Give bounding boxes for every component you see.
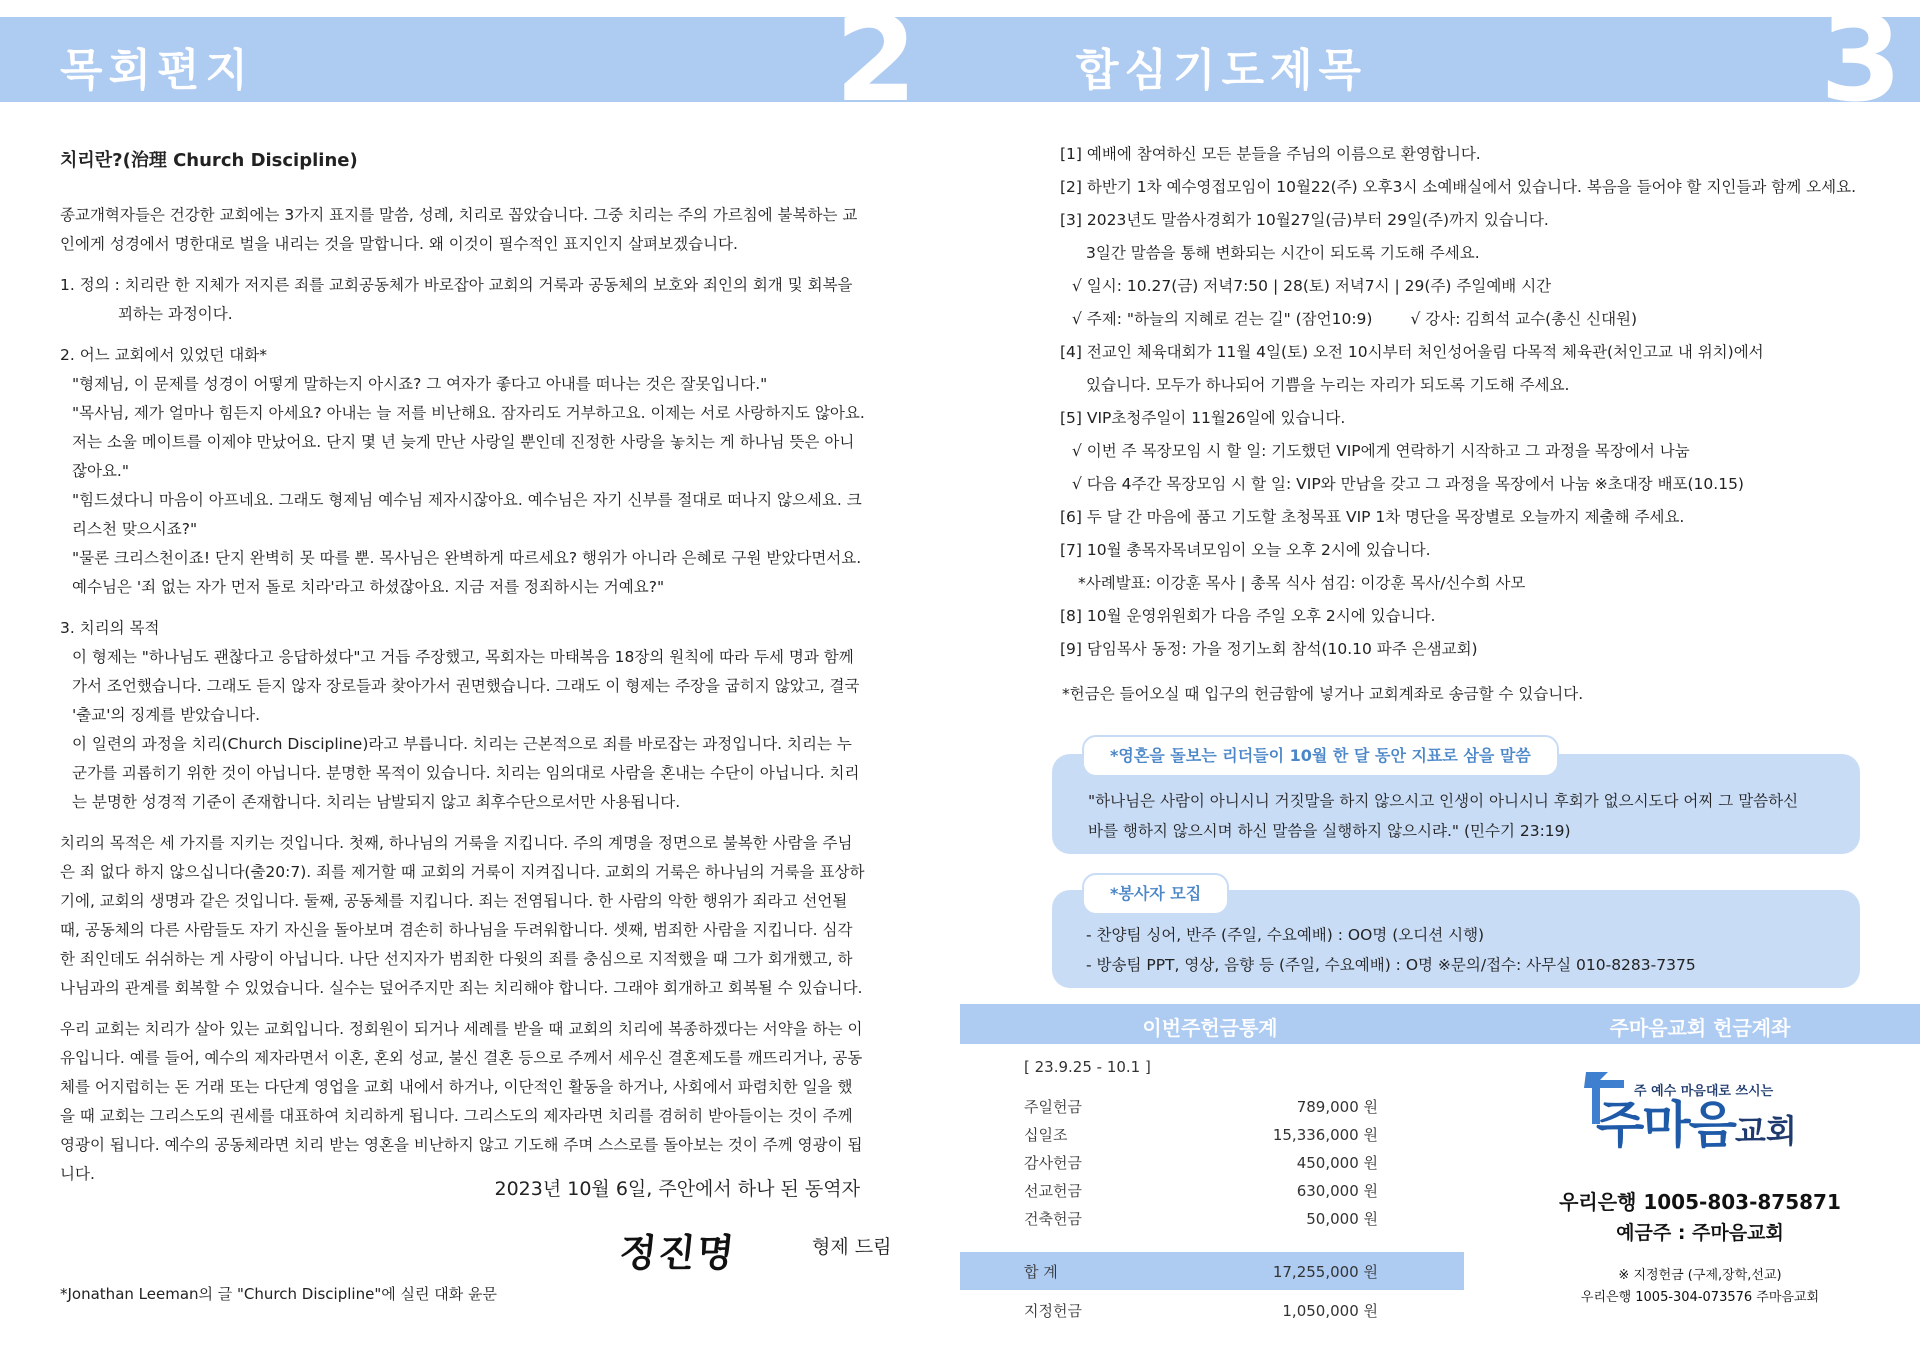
account-heading: 주마음교회 헌금계좌	[1609, 1016, 1791, 1040]
prayer-list	[1060, 138, 1880, 666]
letter-intro: 종교개혁자들은 건강한 교회에는 3가지 표지를 말씀, 성례, 치리로 꼽았습니다. 그중 치리는 주의 가르침에 불복하는 교인에게 성경에서 명한대로 벌을 내리는 것을 말합니다. 왜 이것이 필수적인 표지인지 살펴보겠습니다.	[60, 206, 858, 253]
dialogue-line: "형제님, 이 문제를 성경이 어떻게 말하는지 아시죠? 그 여자가 좋다고 아내를 떠나는 것은 잘못입니다."	[72, 375, 768, 393]
prayer-item-detail: *사례발표: 이강훈 목사 | 총목 식사 섬김: 이강훈 목사/신수희 사모	[1078, 574, 1526, 592]
stats-designated-label: 지정헌금	[1024, 1302, 1082, 1320]
prayer-item-detail: √ 일시: 10.27(금) 저녁7:50 | 28(토) 저녁7시 | 29(주) 주일예배 시간	[1072, 277, 1552, 295]
stats-amount: 15,336,000 원	[1272, 1126, 1378, 1144]
stats-total-row	[1024, 1261, 1378, 1282]
designated-account: 우리은행 1005-304-073576 주마음교회	[1580, 1290, 1820, 1305]
stats-label: 건축헌금	[1024, 1210, 1082, 1228]
purpose-section-title: 3. 치리의 목적	[60, 619, 160, 637]
prayer-item: [7] 10월 총목자목녀모임이 오늘 오후 2시에 있습니다.	[1060, 541, 1431, 559]
stats-designated-amount: 1,050,000 원	[1282, 1302, 1378, 1320]
prayer-item: [1] 예배에 참여하신 모든 분들을 주님의 이름으로 환영합니다.	[1060, 145, 1481, 163]
verse-line: "하나님은 사람이 아니시니 거짓말을 하지 않으시고 인생이 아니시니 후회가 없으시도다 어찌 그 말씀하신	[1088, 792, 1799, 810]
prayer-item: [3] 2023년도 말씀사경회가 10월27일(금)부터 29일(주)까지 있습니다.	[1060, 211, 1549, 229]
stats-label: 주일헌금	[1024, 1098, 1082, 1116]
logo-name: 주마음	[1596, 1096, 1735, 1154]
volunteer-line: - 찬양팀 싱어, 반주 (주일, 수요예배) : OO명 (오디션 시행)	[1086, 926, 1485, 944]
designated-note: ※ 지정헌금 (구제,장학,선교)	[1618, 1268, 1782, 1283]
stats-row	[1024, 1152, 1378, 1173]
stats-row	[1024, 1096, 1378, 1117]
speaker-detail: √ 강사: 김희석 교수(총신 신대원)	[1410, 310, 1638, 328]
stats-heading: 이번주헌금통계	[1142, 1016, 1278, 1040]
prayer-item: [2] 하반기 1차 예수영접모임이 10월22(주) 오후3시 소예배실에서 있습니다. 복음을 들어야 할 지인들과 함께 오세요.	[1060, 178, 1856, 196]
prayer-item: [5] VIP초청주일이 11월26일에 있습니다.	[1060, 409, 1346, 427]
stats-designated-row	[1024, 1300, 1378, 1321]
prayer-item-detail: √ 이번 주 목장모임 시 할 일: 기도했던 VIP에게 연락하기 시작하고 그 과정을 목장에서 나눔	[1072, 442, 1690, 460]
verse-text	[1088, 786, 1798, 846]
definition-section: 1. 정의 : 치리란 한 지체가 저지른 죄를 교회공동체가 바로잡아 교회의 거룩과 공동체의 보호와 죄인의 회개 및 회복을 꾀하는 과정이다.	[60, 276, 853, 323]
dialogue-line: "힘드셨다니 마음이 아프네요. 그래도 형제님 예수님 제자시잖아요. 예수님은 자기 신부를 절대로 떠나지 않으세요. 크리스천 맞으시죠?"	[72, 491, 862, 538]
verse-box-tab: *영혼을 돌보는 리더들이 10월 한 달 동안 지표로 삼을 말씀	[1082, 735, 1559, 777]
prayer-item: [8] 10월 운영위원회가 다음 주일 오후 2시에 있습니다.	[1060, 607, 1436, 625]
volunteer-box-tab: *봉사자 모집	[1082, 873, 1229, 915]
signature: 정진명	[617, 1230, 739, 1275]
prayer-item: [4] 전교인 체육대회가 11월 4일(토) 오전 10시부터 처인성어울림 다목적 체육관(처인고교 내 위치)에서	[1060, 343, 1764, 361]
church-discipline-paragraph: 우리 교회는 치리가 살아 있는 교회입니다. 정회원이 되거나 세례를 받을 때 교회의 치리에 복종하겠다는 서약을 하는 이유입니다. 예를 들어, 예수의 제자라면서 이혼, 혼외 성교, 불신 결혼 등으로 주께서 세우신 결혼제도를 깨뜨리거나, 공동체를 어지럽히는 돈 거래 또는 다단계 영업을 교회 내에서 하거나, 이단적인 활동을 하거나, 사회에서 파렴치한 일을 했을 때 교회는 그리스도의 권세를 대표하여 치리하게 됩니다. 그리스도의 제자라면 치리를 겸허히 받아들이는 것이 주께 영광이 됩니다. 예수의 공동체라면 치리 받는 영혼을 비난하지 않고 기도해 주며 스스로를 돌아보는 것이 주께 영광이 됩니다.	[60, 1020, 863, 1183]
stats-row	[1024, 1124, 1378, 1145]
prayer-item-detail: 3일간 말씀을 통해 변화되는 시간이 되도록 기도해 주세요.	[1086, 244, 1480, 262]
stats-total-amount: 17,255,000 원	[1272, 1263, 1378, 1281]
dialogue-line: "목사님, 제가 얼마나 힘든지 아세요? 아내는 늘 저를 비난해요. 잠자리도 거부하고요. 이제는 서로 사랑하지도 않아요. 저는 소울 메이트를 이제야 만났어요. 단지 몇 년 늦게 만난 사랑일 뿐인데 진정한 사랑을 놓치는 게 하나님 뜻은 아니잖아요."	[72, 404, 865, 480]
stats-amount: 450,000 원	[1296, 1154, 1378, 1172]
bank-account-line: 우리은행 1005-803-875871	[1559, 1190, 1841, 1214]
stats-amount: 630,000 원	[1296, 1182, 1378, 1200]
stats-label: 감사헌금	[1024, 1154, 1082, 1172]
page-number: 2	[835, 0, 918, 128]
offering-note: *헌금은 들어오실 때 입구의 헌금함에 넣거나 교회계좌로 송금할 수 있습니다.	[1062, 685, 1584, 703]
page-number: 3	[1820, 0, 1903, 128]
dialogue-section-title: 2. 어느 교회에서 있었던 대화*	[60, 346, 267, 364]
stats-total-label: 합 계	[1024, 1263, 1058, 1281]
purpose-paragraph: 이 일련의 과정을 치리(Church Discipline)라고 부릅니다. 치리는 근본적으로 죄를 바로잡는 과정입니다. 치리는 누군가를 괴롭히기 위한 것이 아닙니다. 분명한 목적이 있습니다. 치리는 임의대로 사람을 혼내는 수단이 아닙니다. 치리는 분명한 성경적 기준이 존재합니다. 치리는 남발되지 않고 최후수단으로서만 사용됩니다.	[72, 735, 860, 811]
stats-row	[1024, 1180, 1378, 1201]
prayer-item: [6] 두 달 간 마음에 품고 기도할 초청목표 VIP 1차 명단을 목장별로 오늘까지 제출해 주세요.	[1060, 508, 1685, 526]
stats-amount: 50,000 원	[1306, 1210, 1378, 1228]
stats-header-band	[960, 1004, 1920, 1044]
stats-period: [ 23.9.25 - 10.1 ]	[1024, 1058, 1151, 1076]
dialogue-line: "물론 크리스천이죠! 단지 완벽히 못 따를 뿐. 목사님은 완벽하게 따르세요? 행위가 아니라 은혜로 구원 받았다면서요. 예수님은 '죄 없는 자가 먼저 돌로 치라'라고 하셨잖아요. 지금 저를 정죄하시는 거예요?"	[72, 549, 862, 596]
volunteer-text	[1086, 920, 1696, 980]
volunteer-line: - 방송팀 PPT, 영상, 음향 등 (주일, 수요예배) : O명 ※문의/접수: 사무실 010-8283-7375	[1086, 956, 1696, 974]
page-title: 합심기도제목	[1076, 45, 1368, 96]
church-logo	[1578, 1066, 1818, 1166]
theme-detail: √ 주제: "하늘의 지혜로 걷는 길" (잠언10:9)	[1072, 310, 1373, 328]
letter-date: 2023년 10월 6일, 주안에서 하나 된 동역자	[494, 1178, 860, 1200]
prayer-item-detail	[1060, 303, 1880, 336]
account-holder-line: 예금주 : 주마음교회	[1616, 1222, 1784, 1244]
signature-suffix: 형제 드림	[812, 1236, 892, 1258]
logo-suffix: 교회	[1734, 1112, 1797, 1150]
stats-amount: 789,000 원	[1296, 1098, 1378, 1116]
purpose-detail-paragraph: 치리의 목적은 세 가지를 지키는 것입니다. 첫째, 하나님의 거룩을 지킵니다. 주의 계명을 정면으로 불복한 사람을 주님은 죄 없다 하지 않으십니다(출20:7). 죄를 제거할 때 교회의 거룩이 지켜집니다. 교회의 거룩은 하나님의 거룩을 표상하기에, 교회의 생명과 같은 것입니다. 둘째, 공동체를 지킵니다. 죄는 전염됩니다. 한 사람의 악한 행위가 죄라고 선언될 때, 공동체의 다른 사람들도 자기 자신을 돌아보며 겸손히 하나님을 두려워합니다. 셋째, 범죄한 사람을 지킵니다. 심각한 죄인데도 쉬쉬하는 게 사랑이 아닙니다. 나단 선지자가 범죄한 다윗의 죄를 충심으로 지적했을 때 그가 회개했고, 하나님과의 관계를 회복할 수 있었습니다. 실수는 덮어주지만 죄는 치리해야 합니다. 그래야 회개하고 회복될 수 있습니다.	[60, 834, 865, 997]
stats-label: 십일조	[1024, 1126, 1068, 1144]
verse-line: 바를 행하지 않으시며 하신 말씀을 실행하지 않으시랴." (민수기 23:19)	[1088, 822, 1571, 840]
page-title: 목회편지	[60, 45, 255, 96]
prayer-item-detail: 있습니다. 모두가 하나되어 기쁨을 누리는 자리가 되도록 기도해 주세요.	[1086, 376, 1570, 394]
stats-row	[1024, 1208, 1378, 1229]
stats-label: 선교헌금	[1024, 1182, 1082, 1200]
prayer-topics-page	[960, 0, 1920, 1357]
letter-subtitle: 치리란?(治理 Church Discipline)	[60, 150, 358, 171]
footnote: *Jonathan Leeman의 글 "Church Discipline"에 실린 대화 윤문	[60, 1285, 497, 1303]
letter-body	[60, 146, 866, 1201]
prayer-item-detail: √ 다음 4주간 목장모임 시 할 일: VIP와 만남을 갖고 그 과정을 목장에서 나눔 ※초대장 배포(10.15)	[1072, 475, 1744, 493]
logo-wordmark	[1596, 1096, 1797, 1154]
logo-tagline: 주 예수 마음대로 쓰시는	[1634, 1084, 1774, 1099]
prayer-item: [9] 담임목사 동정: 가을 정기노회 참석(10.10 파주 은샘교회)	[1060, 640, 1478, 658]
purpose-paragraph: 이 형제는 "하나님도 괜찮다고 응답하셨다"고 거듭 주장했고, 목회자는 마태복음 18장의 원칙에 따라 두세 명과 함께 가서 조언했습니다. 그래도 듣지 않자 장로들과 찾아가서 권면했습니다. 그래도 이 형제는 주장을 굽히지 않았고, 결국 '출교'의 징계를 받았습니다.	[72, 648, 860, 724]
